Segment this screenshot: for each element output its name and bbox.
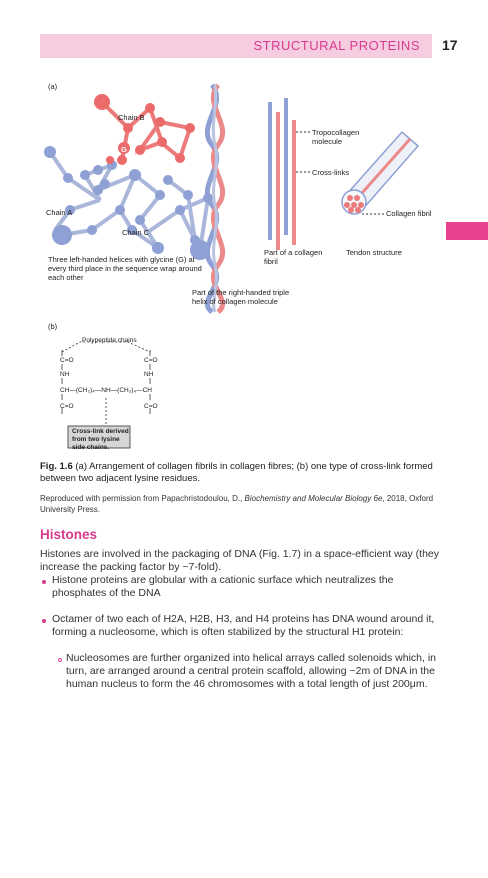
sub-bullet-item: Nucleosomes are further organized into helical arrays called solenoids which, in turn, are arranged around a central protein scaffold, allowing ~2m of DNA in the human nucleus to form the 46 chromosomes with a total length of just 200μm. xyxy=(66,652,437,690)
section-heading: Histones xyxy=(40,527,98,542)
credit-post: , 2018, Oxford University Press. xyxy=(40,494,434,514)
tendon-structure-label: Tendon structure xyxy=(346,248,402,257)
collagen-fibril-label: Collagen fibril xyxy=(386,209,432,218)
carbonyl-left-bottom: C=O xyxy=(60,403,74,410)
triple-helix xyxy=(207,85,222,312)
collagen-figure-a xyxy=(40,80,450,320)
glycine-label-b: G xyxy=(121,145,127,154)
sub-bullet-marker xyxy=(58,658,62,662)
carbonyl-right-top: C=O xyxy=(144,357,158,364)
running-header xyxy=(40,34,432,58)
figure-credit xyxy=(40,493,440,515)
tropocollagen-label: Tropocollagen molecule xyxy=(312,128,360,146)
chain-c-label: Chain C xyxy=(122,228,150,237)
panel-a-label: (a) xyxy=(48,82,58,91)
chapter-thumb-tab xyxy=(446,222,488,240)
collagen-fibril-rods xyxy=(270,98,294,250)
figure-caption-text: (a) Arrangement of collagen fibrils in collagen fibres; (b) one type of cross-link formed between two adjacent lysine residues. xyxy=(40,461,433,484)
amine-left: NH xyxy=(60,371,70,378)
chain-b-label: Chain B xyxy=(118,113,145,122)
bullet-marker xyxy=(42,580,46,584)
figure-caption-label: Fig. 1.6 xyxy=(40,461,73,472)
bullet-marker xyxy=(42,619,46,623)
triple-helix-label: Part of the right-handed triple helix of collagen molecule xyxy=(192,288,290,306)
helix-description: Three left-handed helices with glycine (G) at every third place in the sequence wrap around each other xyxy=(48,255,202,282)
cross-links-label: Cross-links xyxy=(312,168,350,177)
crosslink-bridge: CH—(CH₂)₄—NH—(CH₂)₄—CH xyxy=(60,387,152,394)
chain-b-atoms xyxy=(94,94,195,165)
amine-right: NH xyxy=(144,371,154,378)
collagen-fibril-part-label: Part of a collagen fibril xyxy=(264,248,323,266)
credit-book-title: Biochemistry and Molecular Biology 6e xyxy=(244,494,383,503)
carbonyl-left-top: C=O xyxy=(60,357,74,364)
credit-pre: Reproduced with permission from Papachristodoulou, D., xyxy=(40,494,245,503)
page-number: 17 xyxy=(442,37,458,53)
panel-b-label: (b) xyxy=(48,322,58,331)
polypeptide-chains-label: Polypeptide chains xyxy=(82,337,137,344)
figure-caption xyxy=(40,461,440,485)
bullet-item: Histone proteins are globular with a cationic surface which neutralizes the phosphates of the DNA xyxy=(52,574,394,599)
section-intro: Histones are involved in the packaging of DNA (Fig. 1.7) in a space-efficient way (they increase the packing factor by ~7-fold). xyxy=(40,548,440,573)
crosslink-box-text: Cross-link derived from two lysine side chains. xyxy=(72,428,129,451)
carbonyl-right-bottom: C=O xyxy=(144,403,158,410)
bullet-item: Octamer of two each of H2A, H2B, H3, and H4 proteins has DNA wound around it, forming a nucleosome, which is often stabilized by the structural H1 protein: xyxy=(52,613,435,638)
running-header-title: STRUCTURAL PROTEINS xyxy=(253,38,420,53)
chain-a-label: Chain A xyxy=(46,208,73,217)
